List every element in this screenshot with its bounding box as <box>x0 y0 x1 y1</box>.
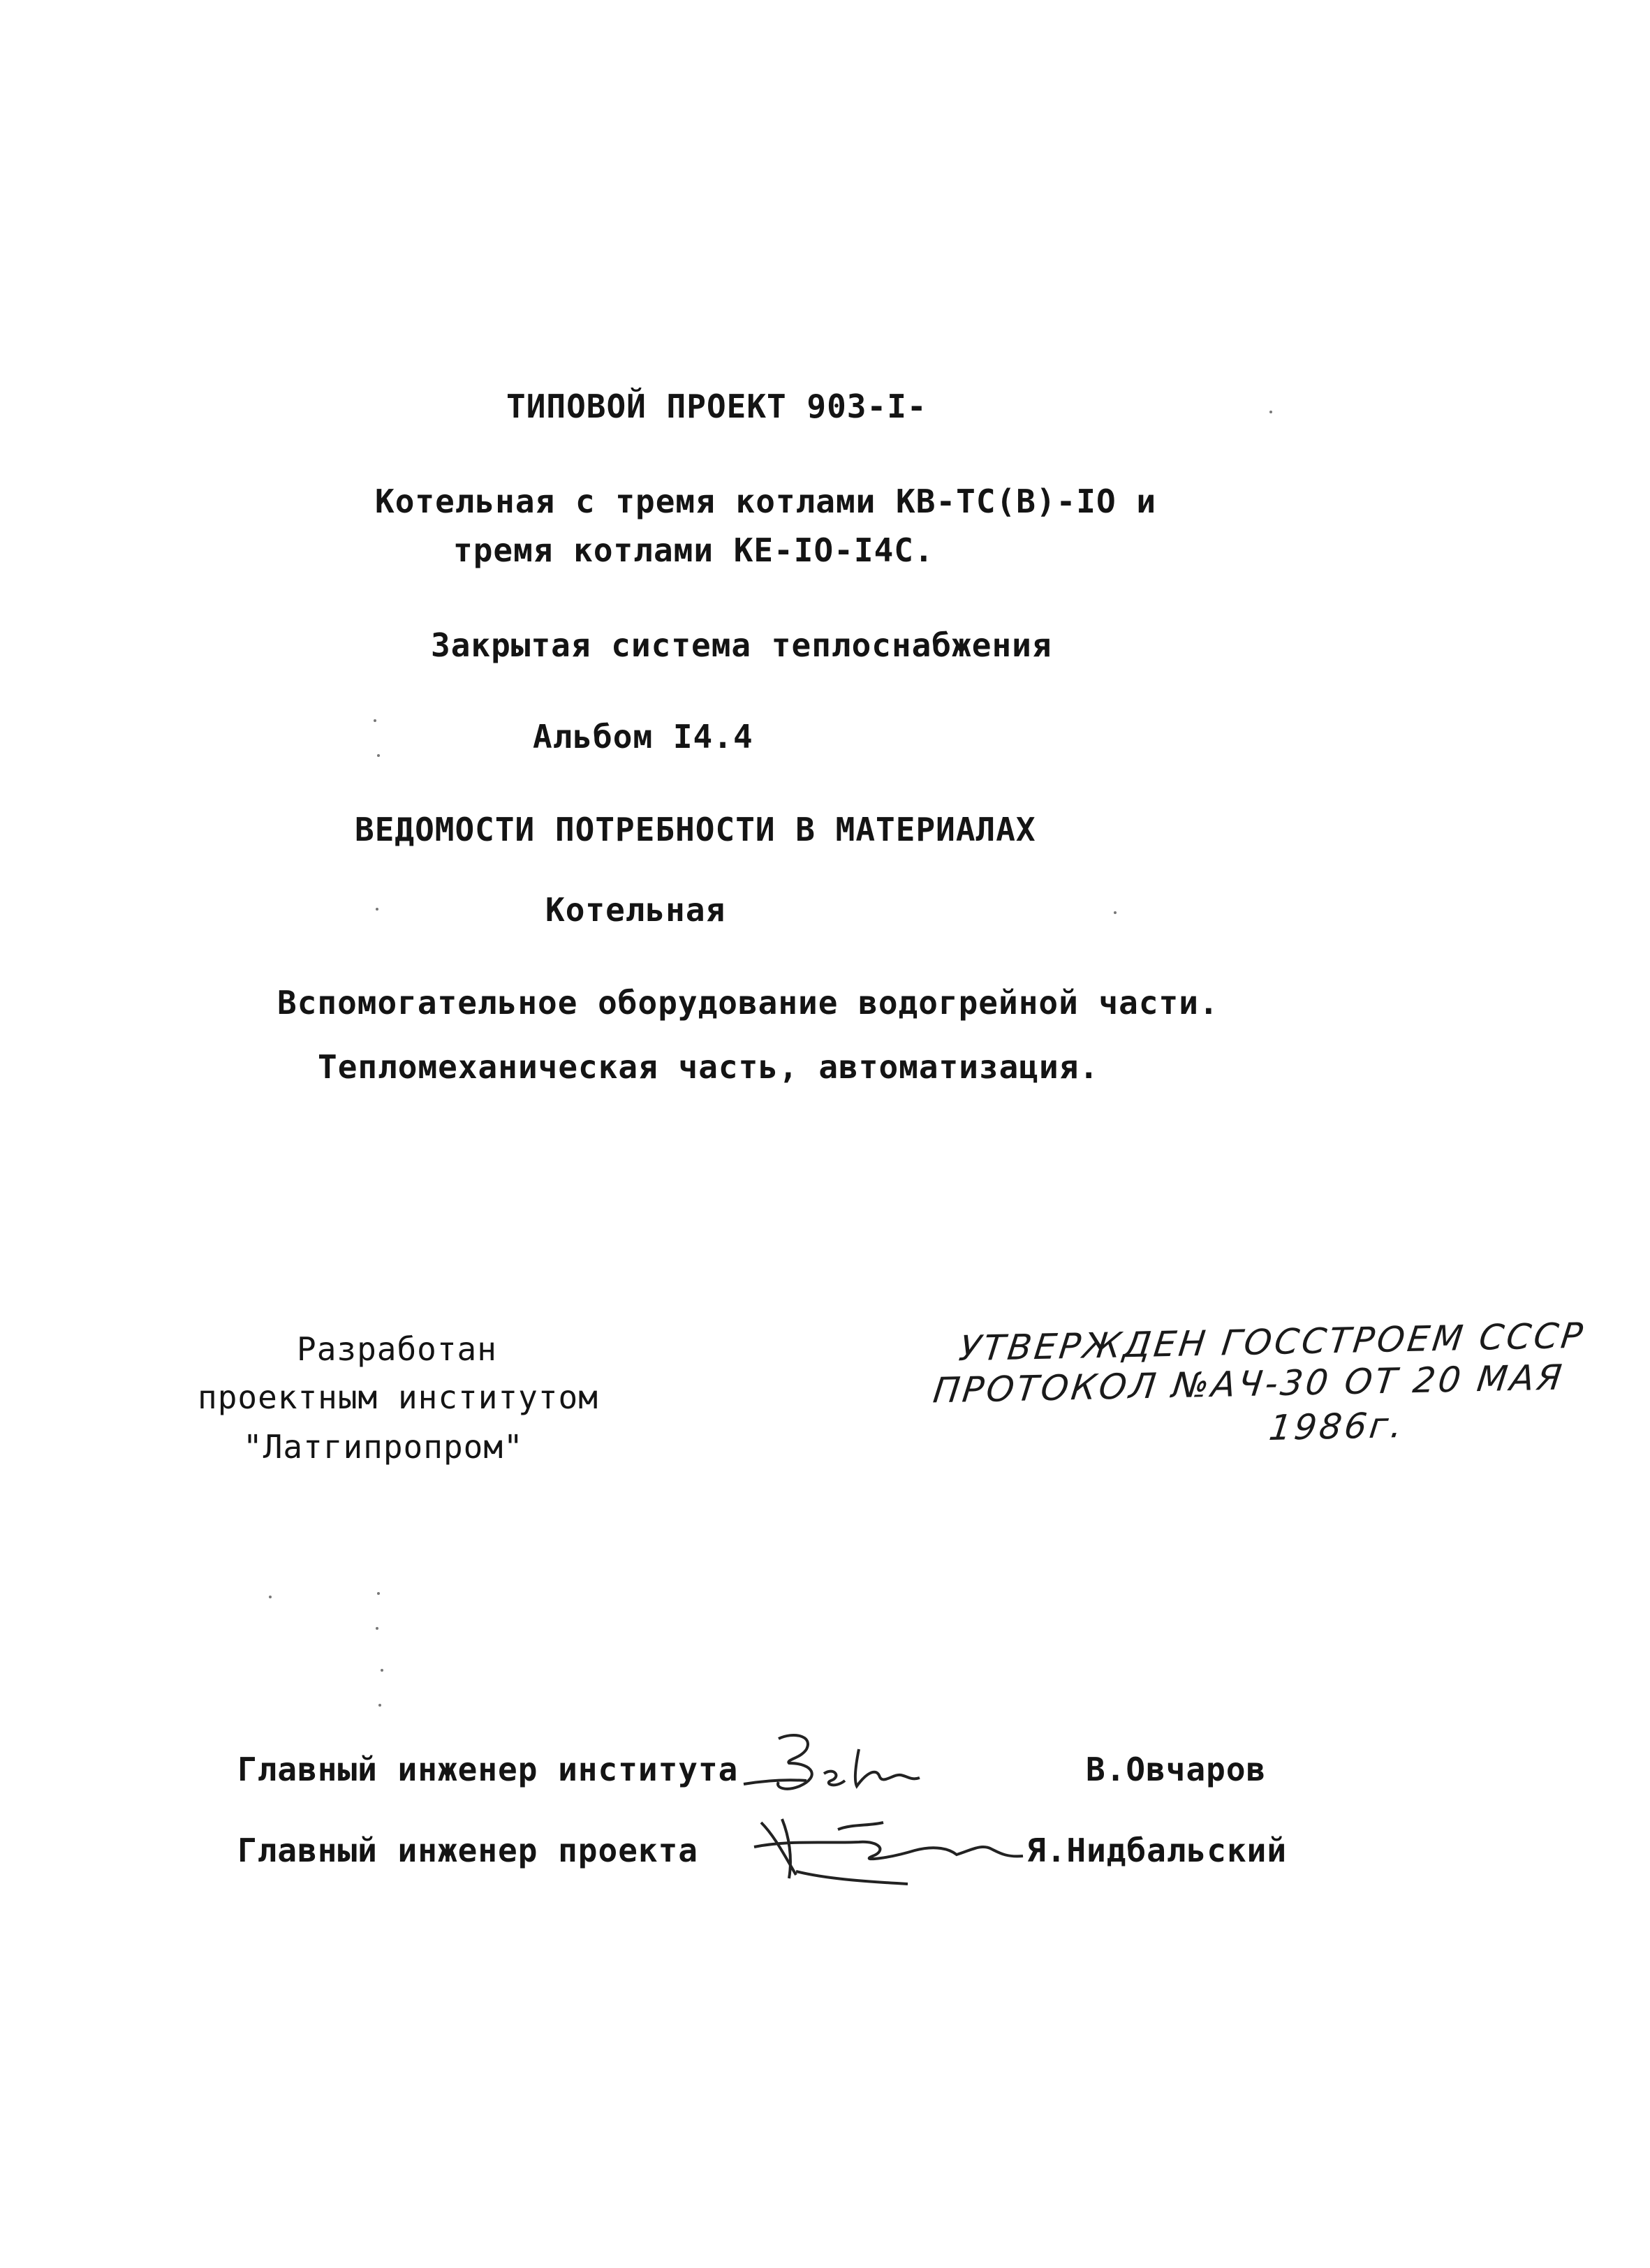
scan-speck <box>377 754 380 757</box>
scan-speck <box>374 719 376 722</box>
scan-speck <box>269 1596 272 1598</box>
approval-line-1: УТВЕРЖДЕН ГОССТРОЕМ СССР <box>957 1315 1588 1369</box>
scan-speck <box>378 1704 381 1707</box>
scan-speck <box>376 1627 378 1630</box>
developer-line-2: проектным институтом <box>198 1378 598 1416</box>
part-line-2: Тепломеханическая часть, автоматизация. <box>318 1048 1100 1086</box>
signature-name-institute: В.Овчаров <box>1086 1751 1267 1788</box>
heating-system-label: Закрытая система теплоснабжения <box>431 626 1052 664</box>
signature-role-project: Главный инженер проекта <box>237 1832 698 1869</box>
handwritten-signature-nidbalsky <box>747 1809 1040 1892</box>
scan-speck <box>376 908 378 911</box>
project-title: ТИПОВОЙ ПРОЕКТ 903-I- <box>506 388 927 425</box>
subtitle-line-1: Котельная с тремя котлами КВ-ТС(В)-IO и <box>375 483 1157 520</box>
scan-speck <box>377 1592 380 1595</box>
scan-speck <box>1269 411 1272 413</box>
part-line-1: Вспомогательное оборудование водогрейной части. <box>277 984 1219 1022</box>
handwritten-signature-ovcharov <box>737 1725 946 1802</box>
object-label: Котельная <box>545 891 726 929</box>
approval-line-2: ПРОТОКОЛ №АЧ-30 ОТ 20 МАЯ <box>931 1357 1567 1411</box>
developer-line-1: Разработан <box>297 1330 497 1368</box>
album-label: Альбом I4.4 <box>533 718 753 756</box>
scan-speck <box>381 1669 383 1672</box>
subtitle-line-2: тремя котлами КЕ-IO-I4C. <box>453 531 934 569</box>
approval-line-3: 1986г. <box>1267 1404 1408 1449</box>
developer-line-3: "Латгипропром" <box>243 1428 524 1466</box>
section-title: ВЕДОМОСТИ ПОТРЕБНОСТИ В МАТЕРИАЛАХ <box>355 811 1036 848</box>
signature-name-project: Я.Нидбальский <box>1026 1832 1288 1869</box>
signature-role-institute: Главный инженер института <box>237 1751 739 1788</box>
scan-speck <box>1114 911 1117 914</box>
